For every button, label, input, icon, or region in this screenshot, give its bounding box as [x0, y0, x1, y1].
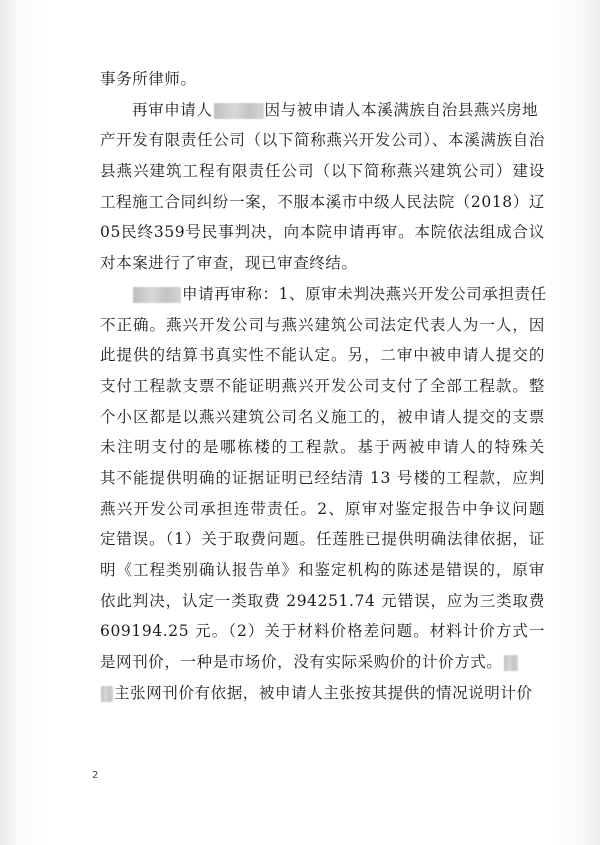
body-line: 个小区都是以燕兴建筑公司名义施工的，被申请人提交的支票: [100, 407, 545, 426]
body-line: 县燕兴建筑工程有限责任公司（以下简称燕兴建筑公司）建设: [100, 162, 545, 181]
body-line: 依此判决，认定一类取费 294251.74 元错误，应为三类取费: [100, 591, 545, 610]
body-line: 05民终359号民事判决，向本院申请再审。本院依法组成合议: [100, 223, 545, 242]
body-text: 因与被申请人本溪满族自治县燕兴房地: [264, 100, 539, 119]
page-number: 2: [92, 770, 99, 781]
body-line: 此提供的结算书真实性不能认定。另，二审中被申请人提交的: [100, 346, 545, 365]
body-line: 燕兴开发公司承担连带责任。2、原审对鉴定报告中争议问题: [100, 499, 545, 518]
body-line: [100, 279, 545, 310]
body-line: 工程施工合同纠纷一案，不服本溪市中级人民法院（2018）辽: [100, 192, 545, 211]
body-line: 其不能提供明确的证据证明已经结清 13 号楼的工程款，应判: [100, 468, 545, 487]
body-line: 对本案进行了审查，现已审查终结。: [100, 254, 358, 273]
redacted-name: [214, 103, 264, 119]
body-line: 未注明支付的是哪栋楼的工程款。基于两被申请人的特殊关: [100, 438, 545, 457]
body-text: 再审申请人: [132, 100, 213, 119]
body-line: 事务所律师。: [100, 70, 197, 88]
redacted-name: [133, 287, 181, 303]
body-text: 主张网刊价有依据，被申请人主张按其提供的情况说明计价: [114, 683, 533, 702]
body-line: 609194.25 元。（2）关于材料价格差问题。材料计价方式一: [100, 622, 545, 641]
body-line: 定错误。（1）关于取费问题。任莲胜已提供明确法律依据，证: [100, 530, 545, 549]
body-line: 产开发有限责任公司（以下简称燕兴开发公司）、本溪满族自治: [100, 131, 545, 150]
body-line: [100, 647, 545, 678]
body-text: 是网刊价，一种是市场价，没有实际采购价的计价方式。: [100, 653, 503, 672]
body-line: 支付工程款支票不能证明燕兴开发公司支付了全部工程款。整: [100, 376, 545, 395]
body-line: 不正确。燕兴开发公司与燕兴建筑公司法定代表人为一人，因: [100, 315, 545, 334]
body-line: 明《工程类别确认报告单》和鉴定机构的陈述是错误的，原审: [100, 561, 545, 579]
document-body: [100, 64, 545, 708]
body-line: [100, 95, 545, 126]
body-line: [100, 678, 545, 709]
body-text: 申请再审称：1、原审未判决燕兴开发公司承担责任: [182, 284, 547, 303]
redacted-name: [504, 655, 518, 671]
redacted-name: [101, 686, 113, 702]
